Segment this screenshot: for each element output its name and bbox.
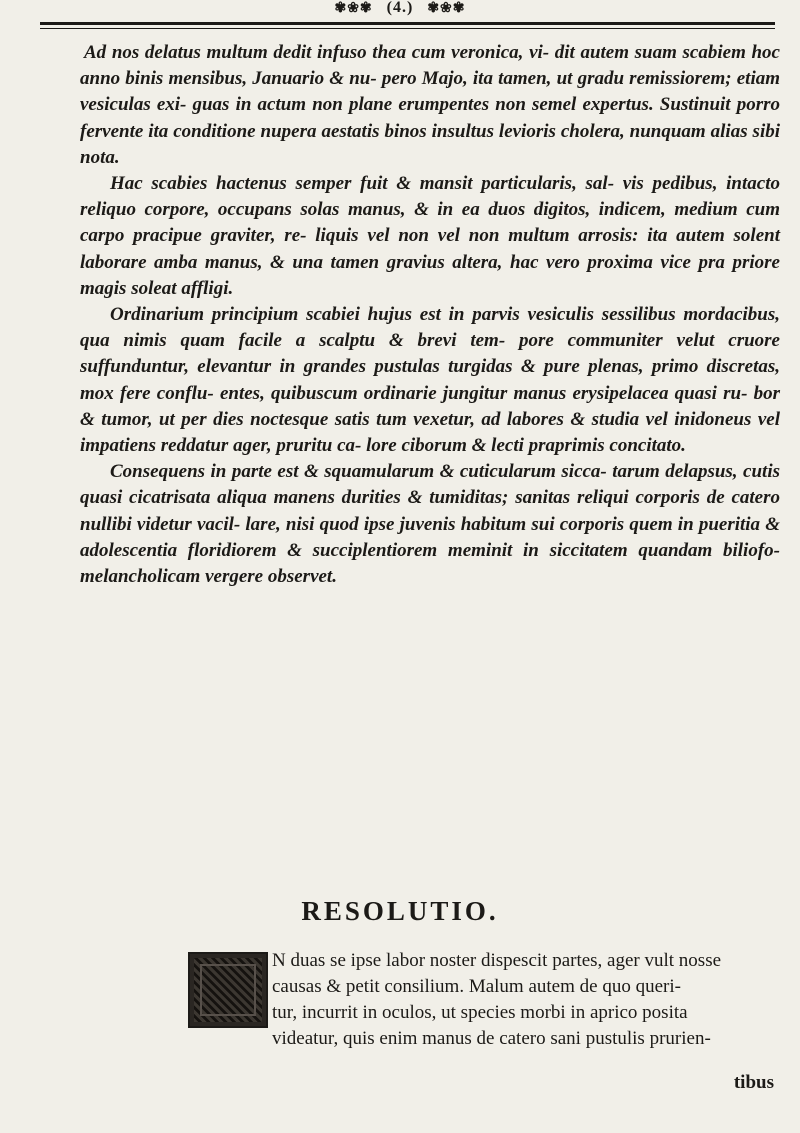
text-line: tur, incurrit in oculos, ut species morbi in aprico posita xyxy=(272,1002,688,1023)
case-description xyxy=(80,40,780,590)
text-line: videatur, quis enim manus de catero sani pustulis prurien- xyxy=(272,1028,711,1049)
page-number: (4.) xyxy=(386,0,414,16)
paragraph: Consequens in parte est & squamularum & cuticularum sicca- tarum delapsus, cutis quasi cicatrisata aliqua manens durities & tumiditas; sanitas reliqui corporis de catero nullibi videtur vacil- lare, nisi quod ipse juvenis habitum sui corporis quem in pueritia & adolescentia floridiorem & succiplentiorem meminit in siccitatem quandam biliofo-melancholicam vergere observet. xyxy=(80,461,780,588)
text-line: N duas se ipse labor noster dispescit partes, ager vult nosse xyxy=(272,950,722,971)
paragraph: Ad nos delatus multum dedit infuso thea cum veronica, vi- dit autem suam scabiem hoc anno binis mensibus, Januario & nu- pero Majo, ita tamen, ut gradu remissiorem; etiam vesiculas exi- guas in actum non plane erumpentes non semel expertus. Sustinuit porro fervente ita conditione nupera aestatis binos insultus levioris cholera, nunquam alias sibi nota. xyxy=(80,42,780,168)
catchword: tibus xyxy=(733,1072,774,1093)
header-rule xyxy=(40,22,775,25)
paragraph: Hac scabies hactenus semper fuit & mansit particularis, sal- vis pedibus, intacto reliquo corpore, occupans solas manus, & in ea duos digitos, indicem, medium cum carpo pracipue graviter, re- liquis vel non vel non multum arrosis: ita autem solent laborare amba manus, & una tamen gravius altera, hac vero proxima vice pra priore magis soleat affligi. xyxy=(80,173,780,299)
paragraph: Ordinarium principium scabiei hujus est in parvis vesiculis sessilibus mordacibus, qua nimis quam facile a scalptu & brevi tem- pore communiter velut cruore suffunduntur, elevantur in grandes pustulas turgidas & pure plenas, primo discretas, mox fere conflu- entes, quibuscum ordinarie jungitur manus erysipelacea quasi ru- bor & tumor, ut per dies noctesque satis tum vexetur, ad labores & studia vel inidoneus vel impatiens reddatur ager, pruritu ca- lore ciborum & lecti praprimis concitato. xyxy=(80,304,780,457)
decorated-initial-ornament xyxy=(188,952,268,1028)
header-ornament-right: ✾❀✾ xyxy=(427,0,466,16)
resolutio-paragraph xyxy=(272,948,778,1052)
page-header xyxy=(0,0,800,16)
text-line: causas & petit consilium. Malum autem de quo queri- xyxy=(272,976,681,997)
section-heading: RESOLUTIO. xyxy=(301,896,499,926)
header-ornament-left: ✾❀✾ xyxy=(334,0,373,16)
ornament-frame xyxy=(200,964,256,1016)
